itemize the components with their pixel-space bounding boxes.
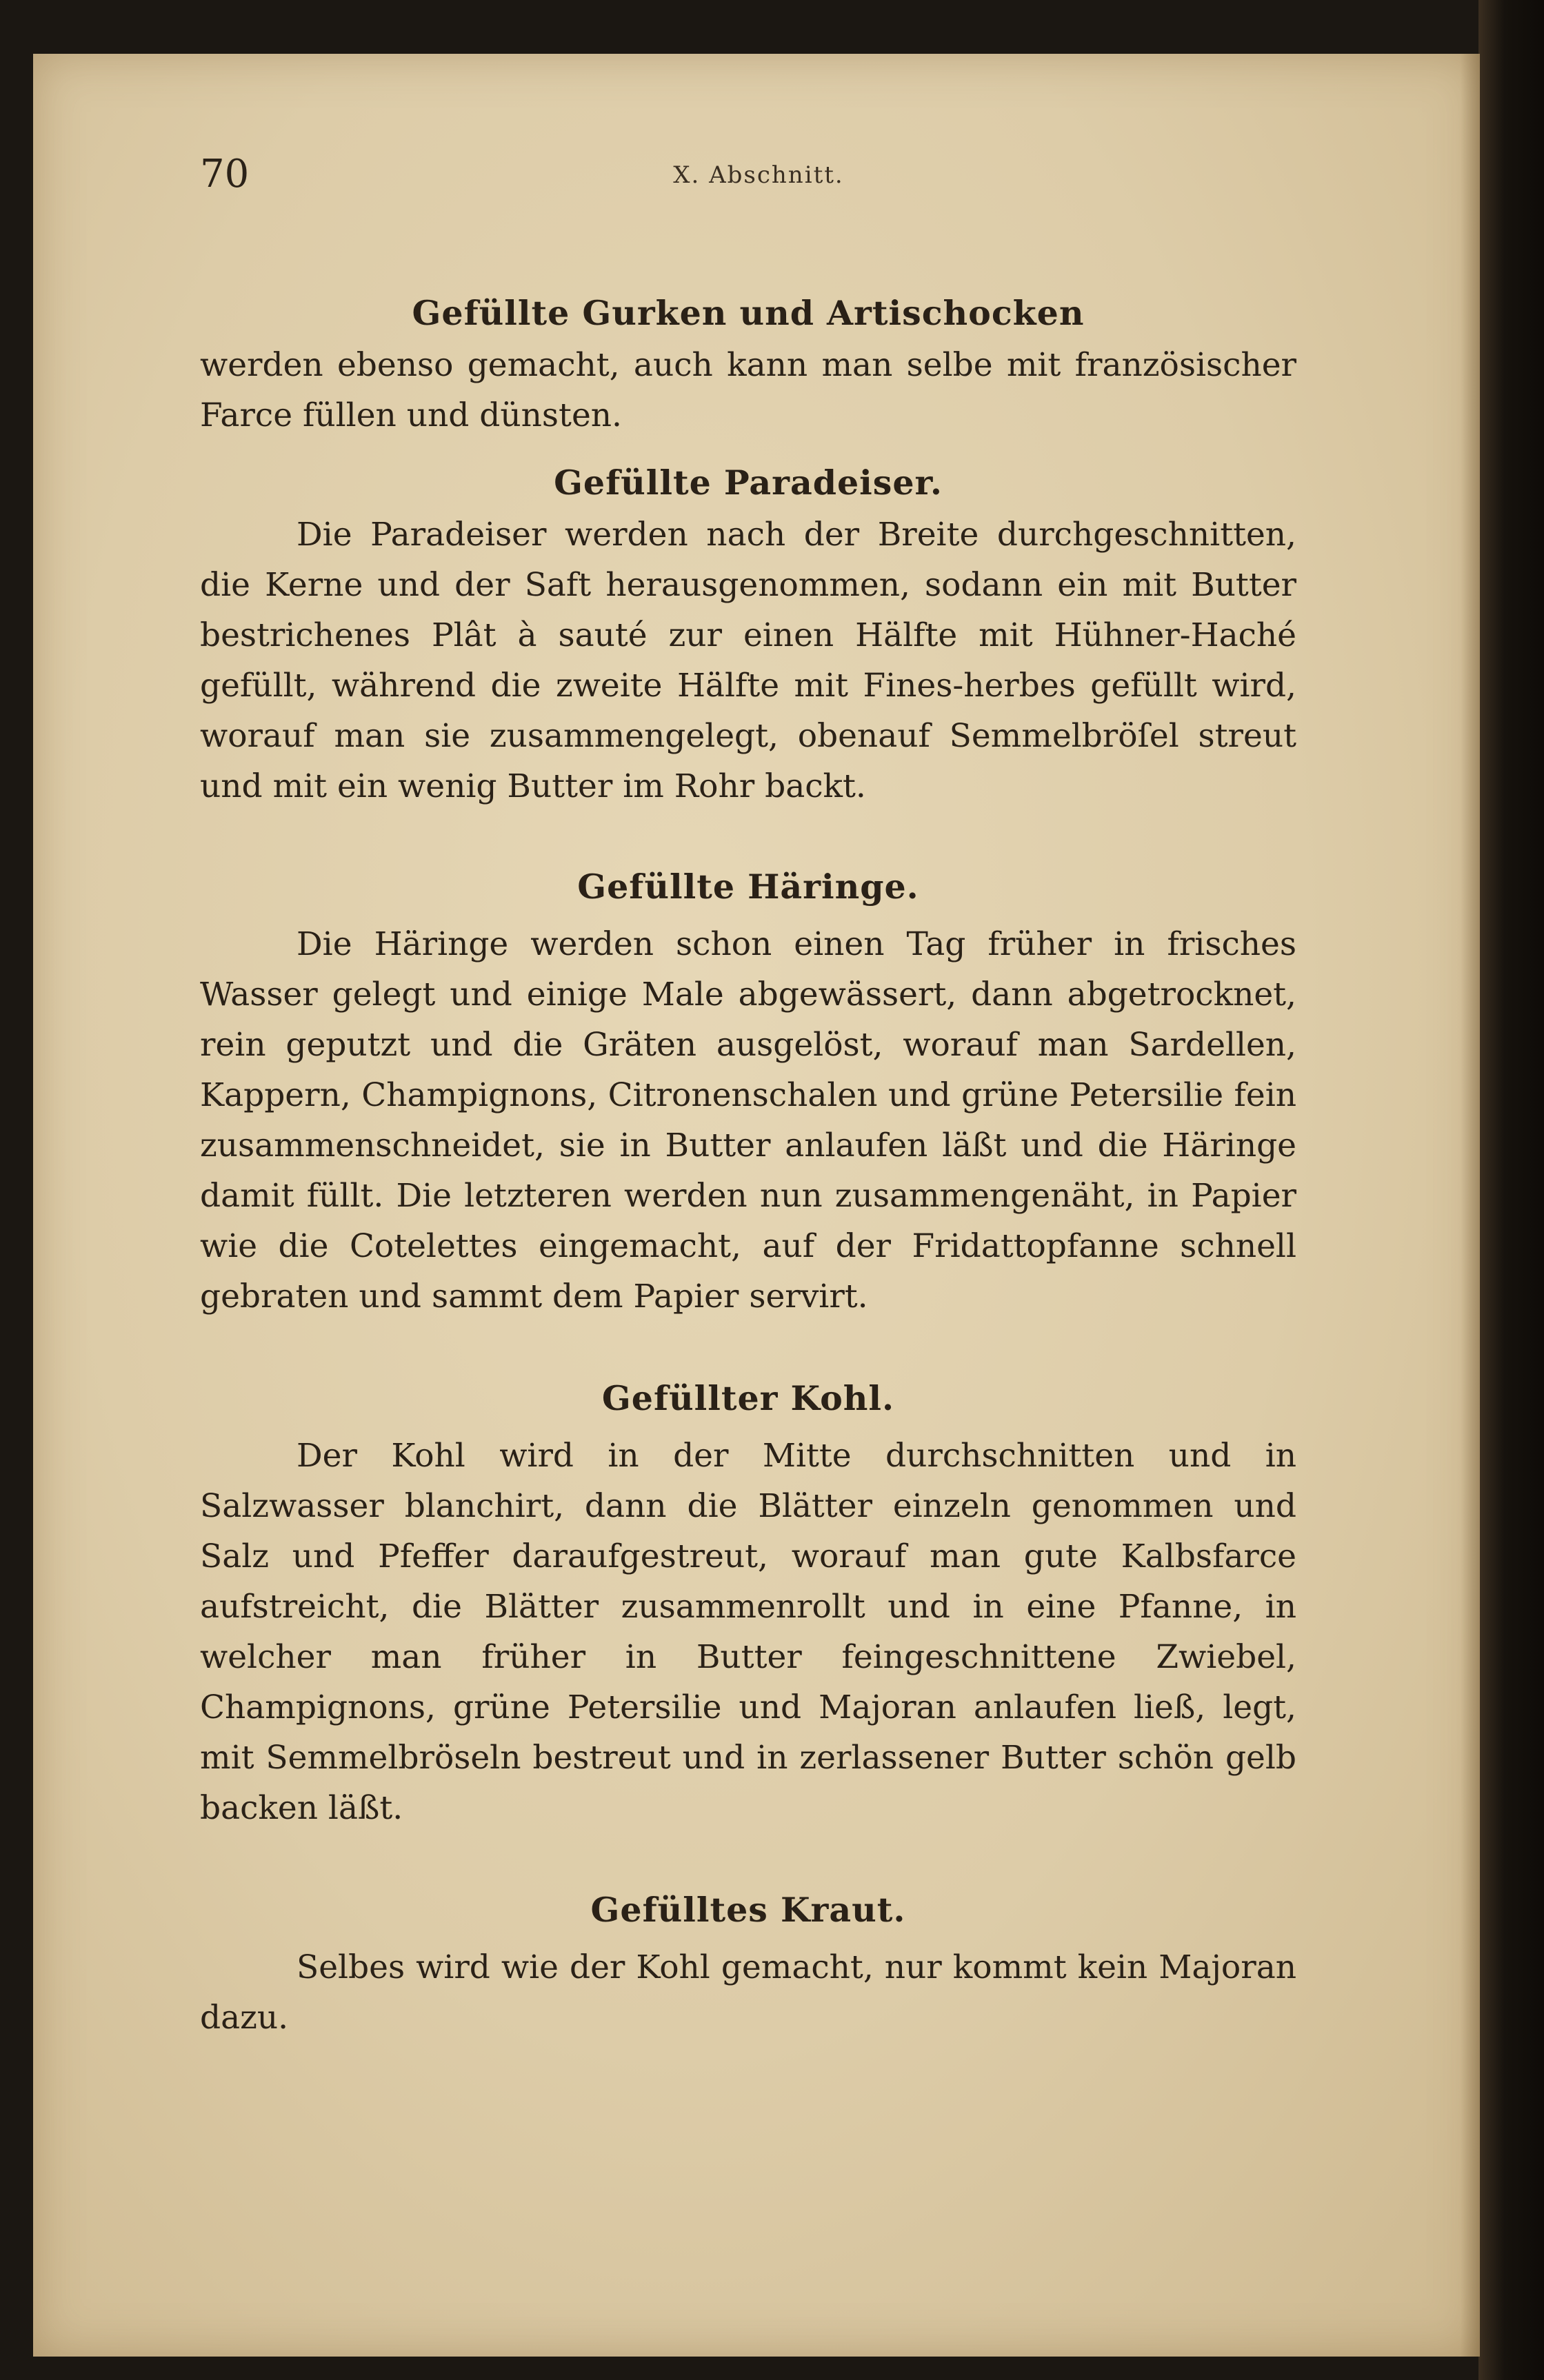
recipe-kraut [200,1883,1296,2043]
recipe-text: Die Häringe werden schon einen Tag früher in frisches Wasser gelegt und einige Male abgewässert, dann abgetrocknet, rein geputzt und die Gräten ausgelöst, worauf man Sardellen, Kappern, Champignons, Citronenschalen und grüne Petersilie fein zusammenschneidet, sie in Butter anlaufen läßt und die Häringe damit füllt. Die letzteren werden nun zusammengenäht, in Papier wie die Cotelettes eingemacht, auf der Fridattopfanne schnell gebraten und sammt dem Papier servirt. [200,925,1296,1315]
recipe-text: Die Paradeiser werden nach der Breite durchgeschnitten, die Kerne und der Saft herausgenommen, sodann ein mit Butter bestrichenes Plât à sauté zur einen Hälfte mit Hühner-Haché gefüllt, während die zweite Hälfte mit Fines-herbes gefüllt wird, worauf man sie zusammengelegt, obenauf Semmelbröſel streut und mit ein wenig Butter im Rohr backt. [200,516,1296,805]
recipe-title: Gefüllter Kohl. [601,1378,895,1418]
recipe-text: Der Kohl wird in der Mitte durchschnitten und in Salzwasser blanchirt, dann die Blätter einzeln genommen und Salz und Pfeffer daraufgestreut, worauf man gute Kalbsfarce aufstreicht, die Blätter zusammenrollt und in eine Pfanne, in welcher man früher in Butter feingeschnittene Zwiebel, Champignons, grüne Petersilie und Majoran anlaufen ließ, legt, mit Semmelbröseln bestreut und in zerlassener Butter schön gelb backen läßt. [200,1437,1296,1827]
page-content [200,286,1296,2043]
recipe-title: Gefüllte Häringe. [577,867,919,907]
running-head [200,152,1303,221]
recipe-text: werden ebenso gemacht, auch kann man selbe mit französischer Farce füllen und dünsten. [200,346,1296,434]
recipe-text: Selbes wird wie der Kohl gemacht, nur kommt kein Majoran dazu. [200,1948,1296,2037]
recipe-title: Gefüllte Gurken und Artischocken [412,293,1085,333]
recipe-gurken-artischocken [200,286,1296,441]
recipe-paradeiser [200,456,1296,811]
recipe-title: Gefüllte Paradeiser. [554,463,943,503]
section-label: X. Abschnitt. [673,161,844,189]
recipe-kohl [200,1371,1296,1833]
recipe-title: Gefülltes Kraut. [590,1890,906,1930]
page-gutter-shadow [1461,54,1480,2357]
scan-background-edge [1478,0,1544,2380]
recipe-haeringe [200,860,1296,1322]
page-number: 70 [200,152,250,196]
